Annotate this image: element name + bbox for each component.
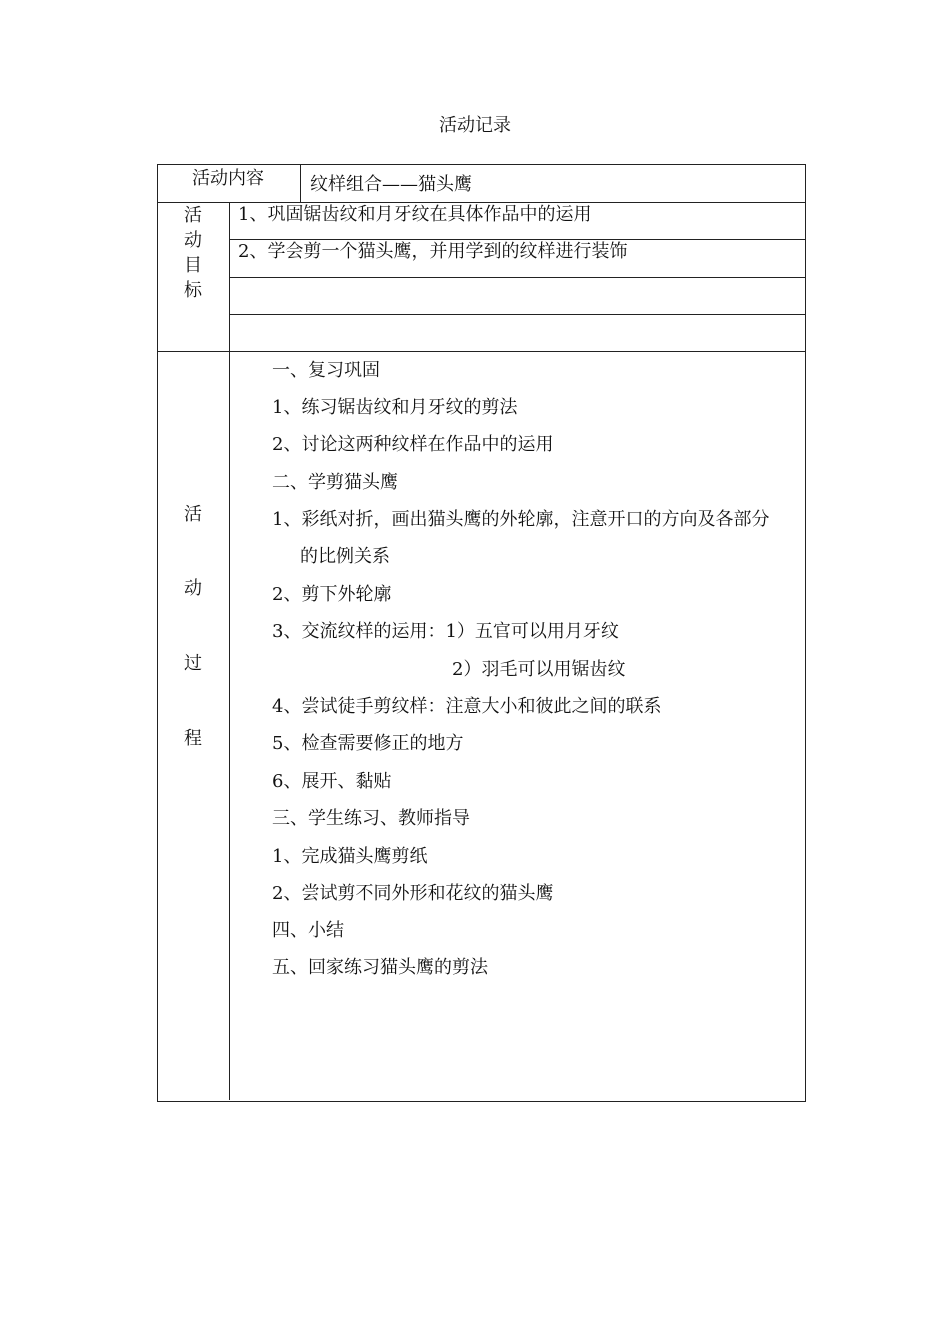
row-divider-goals-end [157,351,805,352]
col-divider-label [229,202,230,1100]
process-line: 五、回家练习猫头鹰的剪法 [272,957,488,978]
process-line: 二、学剪猫头鹰 [272,472,398,493]
process-line: 四、小结 [272,920,344,941]
process-line: 1、完成猫头鹰剪纸 [272,846,428,867]
goals-label-char: 活 [184,205,202,226]
row-divider-goal-3 [229,314,805,315]
process-label-char: 动 [184,578,202,599]
process-line: 6、展开、黏贴 [272,771,392,792]
process-line: 的比例关系 [300,546,390,567]
content-label: 活动内容 [192,168,264,189]
row-divider-goal-2 [229,277,805,278]
goal-item: 2、学会剪一个猫头鹰，并用学到的纹样进行装饰 [238,241,628,262]
process-line: 1、彩纸对折，画出猫头鹰的外轮廓，注意开口的方向及各部分 [272,509,770,530]
goals-label-char: 动 [184,230,202,251]
process-line: 一、复习巩固 [272,360,380,381]
process-line: 4、尝试徒手剪纹样：注意大小和彼此之间的联系 [272,696,662,717]
content-value: 纹样组合——猫头鹰 [310,174,472,195]
process-line: 5、检查需要修正的地方 [272,733,464,754]
process-line: 2）羽毛可以用锯齿纹 [452,659,626,680]
page-title: 活动记录 [439,115,511,136]
goals-label-char: 目 [184,255,202,276]
process-line: 2、尝试剪不同外形和花纹的猫头鹰 [272,883,554,904]
goal-item: 1、巩固锯齿纹和月牙纹在具体作品中的运用 [238,204,592,225]
process-line: 1、练习锯齿纹和月牙纹的剪法 [272,397,518,418]
goals-label-char: 标 [184,280,202,301]
col-divider-header [300,164,301,202]
process-label-char: 活 [184,504,202,525]
process-line: 3、交流纹样的运用：1）五官可以用月牙纹 [272,621,619,642]
process-label-char: 过 [184,653,202,674]
process-line: 2、讨论这两种纹样在作品中的运用 [272,434,554,455]
process-line: 2、剪下外轮廓 [272,584,392,605]
process-line: 三、学生练习、教师指导 [272,808,470,829]
process-label-char: 程 [184,728,202,749]
